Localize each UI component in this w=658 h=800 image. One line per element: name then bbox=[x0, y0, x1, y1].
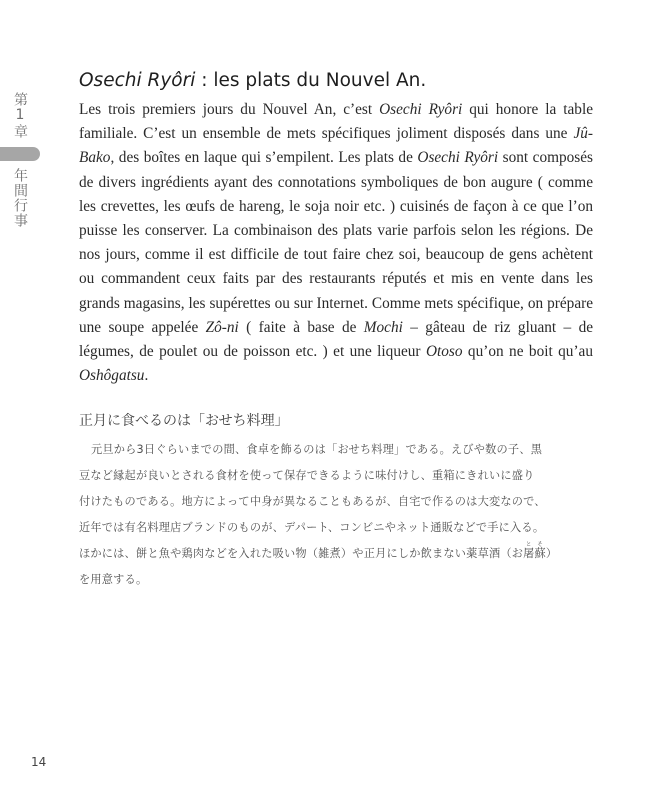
ruby-reading: とそ bbox=[523, 542, 546, 548]
page-title bbox=[79, 70, 426, 91]
ruby-word bbox=[523, 542, 546, 560]
page-title-rest: : les plats du Nouvel An. bbox=[195, 70, 427, 91]
french-term: Otoso bbox=[425, 343, 463, 361]
japanese-paragraph bbox=[79, 437, 594, 593]
french-text: . bbox=[144, 367, 149, 385]
page-number: 14 bbox=[31, 755, 47, 769]
japanese-line bbox=[79, 541, 594, 567]
french-text: – gâteau de riz gluant – de légumes, de poulet ou de poisson etc. ) et une liqueur bbox=[79, 318, 594, 361]
french-term: Oshôgatsu bbox=[79, 367, 145, 385]
french-term: Jû-Bako bbox=[79, 125, 593, 167]
french-text: qui honore la table familiale. C’est un ensemble de mets spécifiques joliment disposés dans une bbox=[79, 101, 593, 143]
french-term: Mochi bbox=[363, 318, 403, 336]
japanese-heading: 正月に食べるのは「おせち料理」 bbox=[79, 413, 289, 429]
french-term: Osechi Ryôri bbox=[417, 149, 499, 167]
japanese-line-text: ほかには、餅と魚や鶏肉などを入れた吸い物（雑煮）や正月にしか飲まない薬草酒（お bbox=[79, 547, 524, 560]
chapter-tab-marker bbox=[0, 147, 40, 161]
japanese-line-end: ） bbox=[545, 547, 558, 560]
chapter-label: 第1章 bbox=[12, 92, 28, 139]
japanese-line: 付けたものである。地方によって中身が異なることもあるが、自宅で作るのは大変なので、 bbox=[79, 495, 546, 508]
page-title-italic: Osechi Ryôri bbox=[79, 70, 196, 91]
japanese-line: 豆など縁起が良いとされる食材を使って保存できるように味付けし、重箱にきれいに盛り bbox=[79, 469, 535, 482]
french-text: Les trois premiers jours du Nouvel An, c’est bbox=[79, 101, 380, 118]
section-label: 年間行事 bbox=[12, 168, 28, 228]
french-text: ( faite à base de bbox=[238, 318, 364, 336]
japanese-line: 元旦から3日ぐらいまでの間、食卓を飾るのは「おせち料理」である。えびや数の子、黒 bbox=[91, 443, 543, 456]
french-paragraph bbox=[79, 98, 593, 388]
french-text: sont composés de divers ingrédients ayant des connotations symboliques de bon augure ( comme les crevettes, les œufs de hareng, le soja noir etc. ) cuisinés de façon à ce que l’on puisse les conserver. La combinaison des plats varie parfois selon les régions. De nos jours, comme il est difficile de tout faire chez soi, beaucoup de gens achètent ou commandent ceux faits par des restaurants réputés et mis en vente dans les grands magasins, les supérettes ou sur Internet. Comme mets spécifique, on prépare une soupe appelée bbox=[79, 149, 593, 336]
french-term: Zô-ni bbox=[205, 318, 239, 336]
french-text: qu’on ne boit qu’au bbox=[462, 343, 593, 361]
japanese-line: 近年では有名料理店ブランドのものが、デパート、コンビニやネット通販などで手に入る。 bbox=[79, 521, 545, 534]
chapter-side-tab bbox=[0, 92, 40, 262]
japanese-line: を用意する。 bbox=[79, 573, 148, 586]
french-term: Osechi Ryôri bbox=[379, 101, 463, 118]
ruby-base: 屠蘇 bbox=[523, 547, 546, 560]
french-text: , des boîtes en laque qui s’empilent. Les plats de bbox=[110, 149, 418, 167]
